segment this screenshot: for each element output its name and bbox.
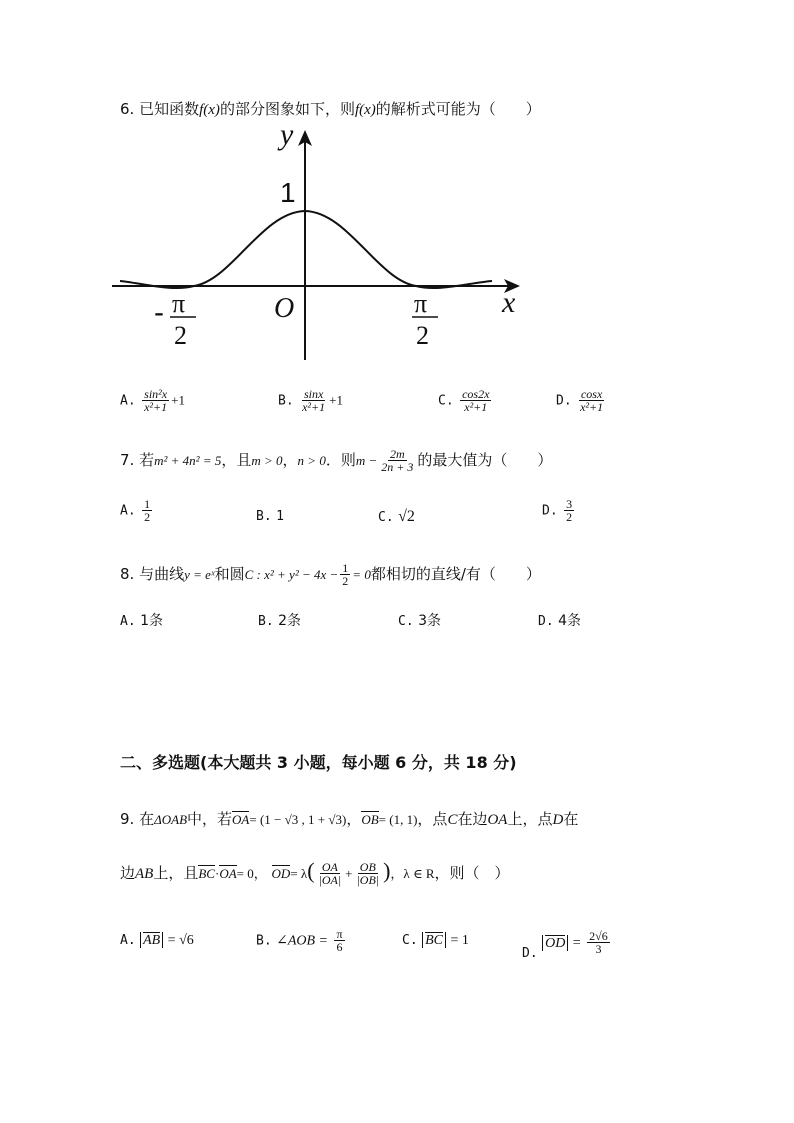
- y-axis-label: y: [280, 120, 294, 151]
- q6-option-c[interactable]: C. $\frac{\cos 2x}{\text{x²+1}}$: [438, 387, 490, 414]
- pi-label: π: [414, 289, 428, 318]
- q8-stem: 8. 与曲线y = eˣ和圆C : x² + y² − 4x − $\frac{1}{2}$ = 0都相切的直线/有（ ）: [120, 561, 541, 588]
- q9-option-d[interactable]: D. OD = $\frac{2√6}{3}$: [522, 929, 608, 961]
- q8-option-b[interactable]: B. 2条: [258, 613, 302, 629]
- q9-option-a[interactable]: A. AB = √6: [120, 933, 194, 948]
- neg-sign: -: [154, 296, 164, 329]
- pos-two-label: 2: [416, 321, 429, 350]
- q6-stem-a: 已知函数: [139, 100, 200, 118]
- q9-option-b[interactable]: B. ∠AOB = $\frac{\pi}{6}$: [256, 927, 343, 954]
- q6-fx: f(x): [199, 102, 220, 118]
- q8-option-a[interactable]: A. 1条: [120, 613, 164, 629]
- q6-option-b[interactable]: B. $\frac{\sin x}{\text{x²+1}}$ +1: [278, 387, 343, 414]
- q7-option-a[interactable]: A. $\frac{1}{2}$: [120, 497, 151, 524]
- q6-option-a[interactable]: A. $\frac{\text{sin²x}}{\text{x²+1}}$ +1: [120, 387, 185, 414]
- q9-stem-line2: 边AB上，且BC·OA= 0， OD= λ( $\frac{OA}{|OA|}$ + $\frac{OB}{|OB|}$ )，λ ∈ R，则（ ）: [120, 858, 510, 887]
- q8-option-d[interactable]: D. 4条: [538, 613, 582, 629]
- q6-option-d[interactable]: D. $\frac{\cos x}{\text{x²+1}}$: [556, 387, 604, 414]
- neg-two-label: 2: [174, 321, 187, 350]
- q9-stem-line1: 9. 在ΔOAB中，若OA= (1 − √3 , 1 + √3)，OB= (1, 1)，点C在边OA上，点D在: [120, 810, 579, 828]
- q9-option-c[interactable]: C. BC = 1: [402, 933, 469, 948]
- origin-label: O: [274, 293, 295, 324]
- q7-option-c[interactable]: C. √2: [378, 508, 415, 525]
- q7-stem: 7. 若m² + 4n² = 5，且m > 0，n > 0．则m − $\frac{2m}{2n + 3}$ 的最大值为（ ）: [120, 447, 553, 474]
- q8-option-c[interactable]: C. 3条: [398, 613, 442, 629]
- function-graph: [112, 120, 532, 365]
- q6-fx-2: f(x): [354, 102, 376, 118]
- q7-option-b[interactable]: B. 1: [256, 509, 284, 524]
- y-one-label: 1: [280, 177, 296, 208]
- q6-stem-b: 的部分图象如下，则: [219, 100, 355, 118]
- q7-option-d[interactable]: D. $\frac{3}{2}$: [542, 497, 573, 524]
- q6-stem: [120, 98, 541, 119]
- q6-stem-c: 的解析式可能为（ ）: [375, 100, 541, 118]
- q6-number: 6.: [120, 100, 135, 118]
- x-axis-label: x: [502, 286, 516, 319]
- section-heading: 二、多选题(本大题共 3 小题，每小题 6 分，共 18 分): [120, 753, 517, 772]
- neg-pi-label: π: [172, 289, 186, 318]
